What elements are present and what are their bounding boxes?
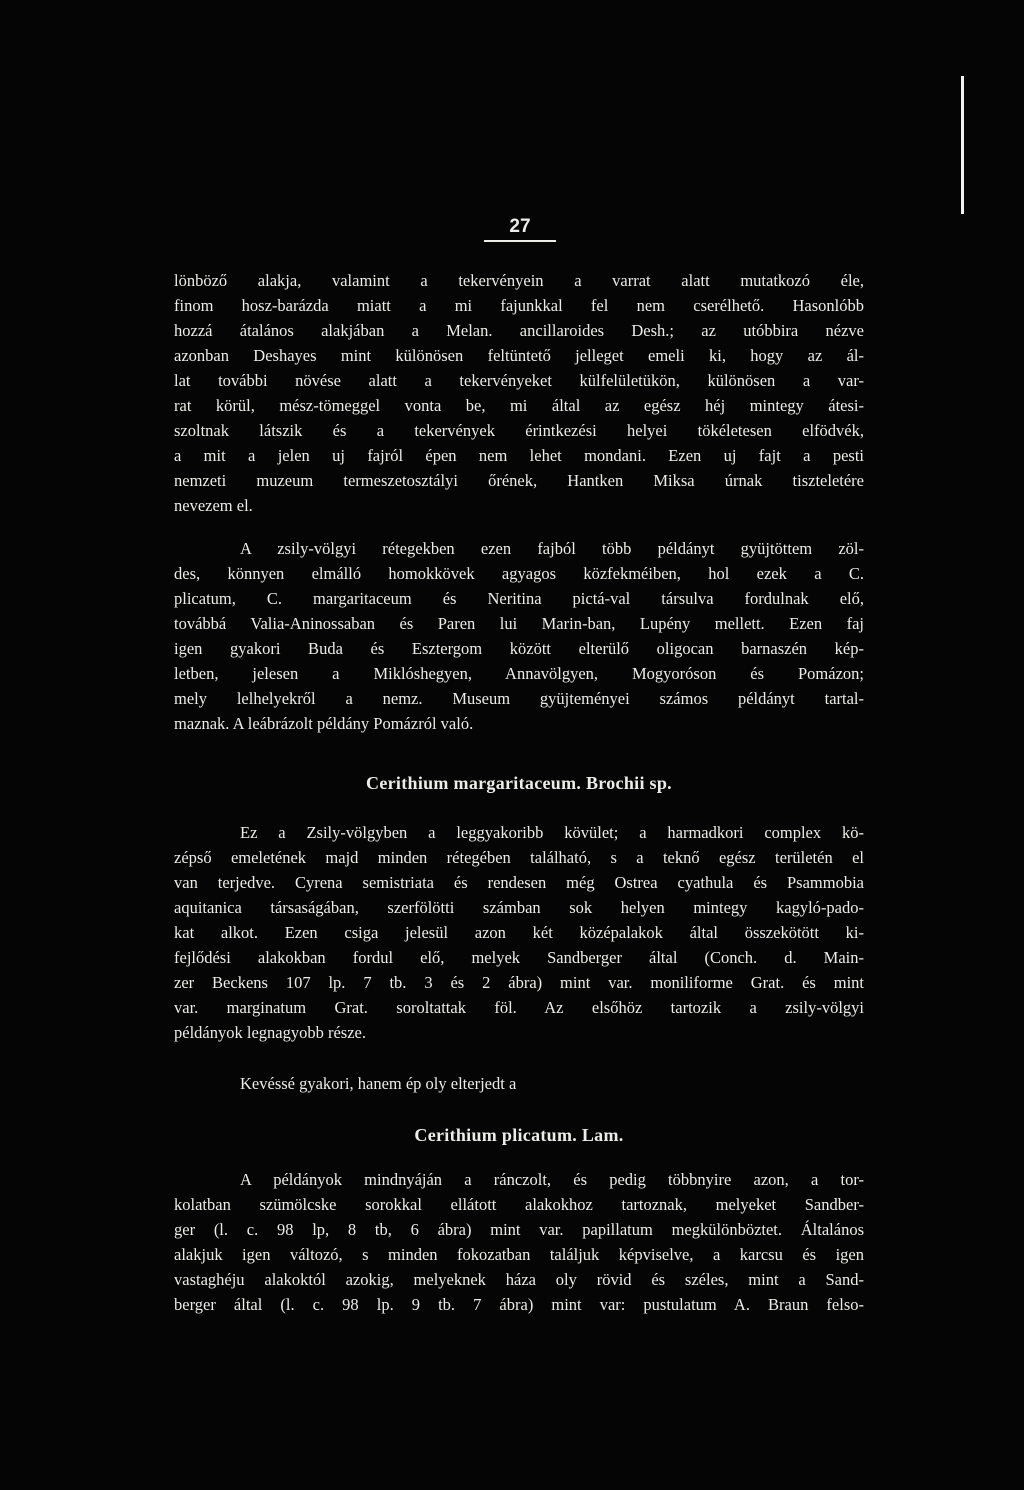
text-line: lönböző alakja, valamint a tekervényein a varrat alatt mutatkozó éle, — [174, 271, 864, 290]
text-line: Kevéssé gyakori, hanem ép oly elterjedt a — [240, 1074, 517, 1093]
text-line: Ez a Zsily-völgyben a leggyakoribb kövület; a harmadkori complex kö- — [240, 823, 864, 842]
text-line: fejlődési alakokban fordul elő, melyek Sandberger által (Conch. d. Main- — [174, 948, 864, 967]
text-line: nemzeti muzeum termeszetosztályi őrének, Hantken Miksa úrnak tiszteletére — [174, 471, 864, 490]
section-heading: Cerithium margaritaceum. Brochii sp. — [366, 773, 672, 793]
text-line: lat további növése alatt a tekervényeket külfelületükön, különösen a var- — [174, 371, 864, 390]
text-line: A példányok mindnyáján a ránczolt, és pedig többnyire azon, a tor- — [240, 1170, 864, 1189]
text-line: a mit a jelen uj fajról épen nem lehet mondani. Ezen uj fajt a pesti — [174, 446, 864, 465]
text-line: továbbá Valia-Aninossaban és Paren lui Marin-ban, Lupény mellett. Ezen faj — [174, 614, 864, 633]
text-line: alakjuk igen változó, s minden fokozatban találjuk képviselve, a karcsu és igen — [174, 1245, 864, 1264]
text-line: maznak. A leábrázolt példány Pomázról való. — [174, 714, 474, 733]
text-line: var. marginatum Grat. soroltattak föl. Az elsőhöz tartozik a zsily-völgyi — [174, 998, 864, 1017]
page-edge-line — [961, 76, 964, 214]
text-line: finom hosz-barázda miatt a mi fajunkkal fel nem cserélhető. Hasonlóbb — [174, 296, 864, 315]
text-line: mely lelhelyekről a nemz. Museum gyüjteményei számos példányt tartal- — [174, 689, 864, 708]
text-line: példányok legnagyobb része. — [174, 1023, 366, 1042]
text-line: kat alkot. Ezen csiga jelesül azon két középalakok által összekötött ki- — [174, 923, 864, 942]
text-line: aquitanica társaságában, szerfölötti számban sok helyen mintegy kagyló-pado- — [174, 898, 864, 917]
text-line: hozzá átalános alakjában a Melan. ancillaroides Desh.; az utóbbira nézve — [174, 321, 864, 340]
text-line: kolatban szümölcske sorokkal ellátott alakokhoz tartoznak, melyeket Sandber- — [174, 1195, 864, 1214]
page-number: 27 — [509, 216, 531, 237]
text-line: igen gyakori Buda és Esztergom között elterülő oligocan barnaszén kép- — [174, 639, 864, 658]
text-line: des, könnyen elmálló homokkövek agyagos közfekméiben, hol ezek a C. — [174, 564, 864, 583]
text-line: azonban Deshayes mint különösen feltüntető jelleget emeli ki, hogy az ál- — [174, 346, 864, 365]
text-line: rat körül, mész-tömeggel vonta be, mi által az egész héj mintegy átesi- — [174, 396, 864, 415]
text-line: szoltnak látszik és a tekervények érintkezési helyei tökéletesen elfödvék, — [174, 421, 864, 440]
text-line: van terjedve. Cyrena semistriata és rendesen még Ostrea cyathula és Psammobia — [174, 873, 864, 892]
text-line: plicatum, C. margaritaceum és Neritina pictá-val társulva fordulnak elő, — [174, 589, 864, 608]
section-heading: Cerithium plicatum. Lam. — [414, 1125, 624, 1145]
text-line: ger (l. c. 98 lp, 8 tb, 6 ábra) mint var. papillatum megkülönböztet. Általános — [174, 1220, 864, 1239]
text-line: letben, jelesen a Miklóshegyen, Annavölgyen, Mogyoróson és Pomázon; — [174, 664, 864, 683]
text-line: zer Beckens 107 lp. 7 tb. 3 és 2 ábra) mint var. moniliforme Grat. és mint — [174, 973, 864, 992]
text-line: A zsily-völgyi rétegekben ezen fajból több példányt gyüjtöttem zöl- — [240, 539, 864, 558]
text-line: zépső emeletének majd minden rétegében található, s a teknő egész területén el — [174, 848, 864, 867]
text-line: nevezem el. — [174, 496, 253, 515]
text-line: berger által (l. c. 98 lp. 9 tb. 7 ábra) mint var: pustulatum A. Braun felso- — [174, 1295, 864, 1314]
text-line: vastaghéju alakoktól azokig, melyeknek háza oly rövid és széles, mint a Sand- — [174, 1270, 864, 1289]
page-number-rule — [484, 240, 556, 242]
